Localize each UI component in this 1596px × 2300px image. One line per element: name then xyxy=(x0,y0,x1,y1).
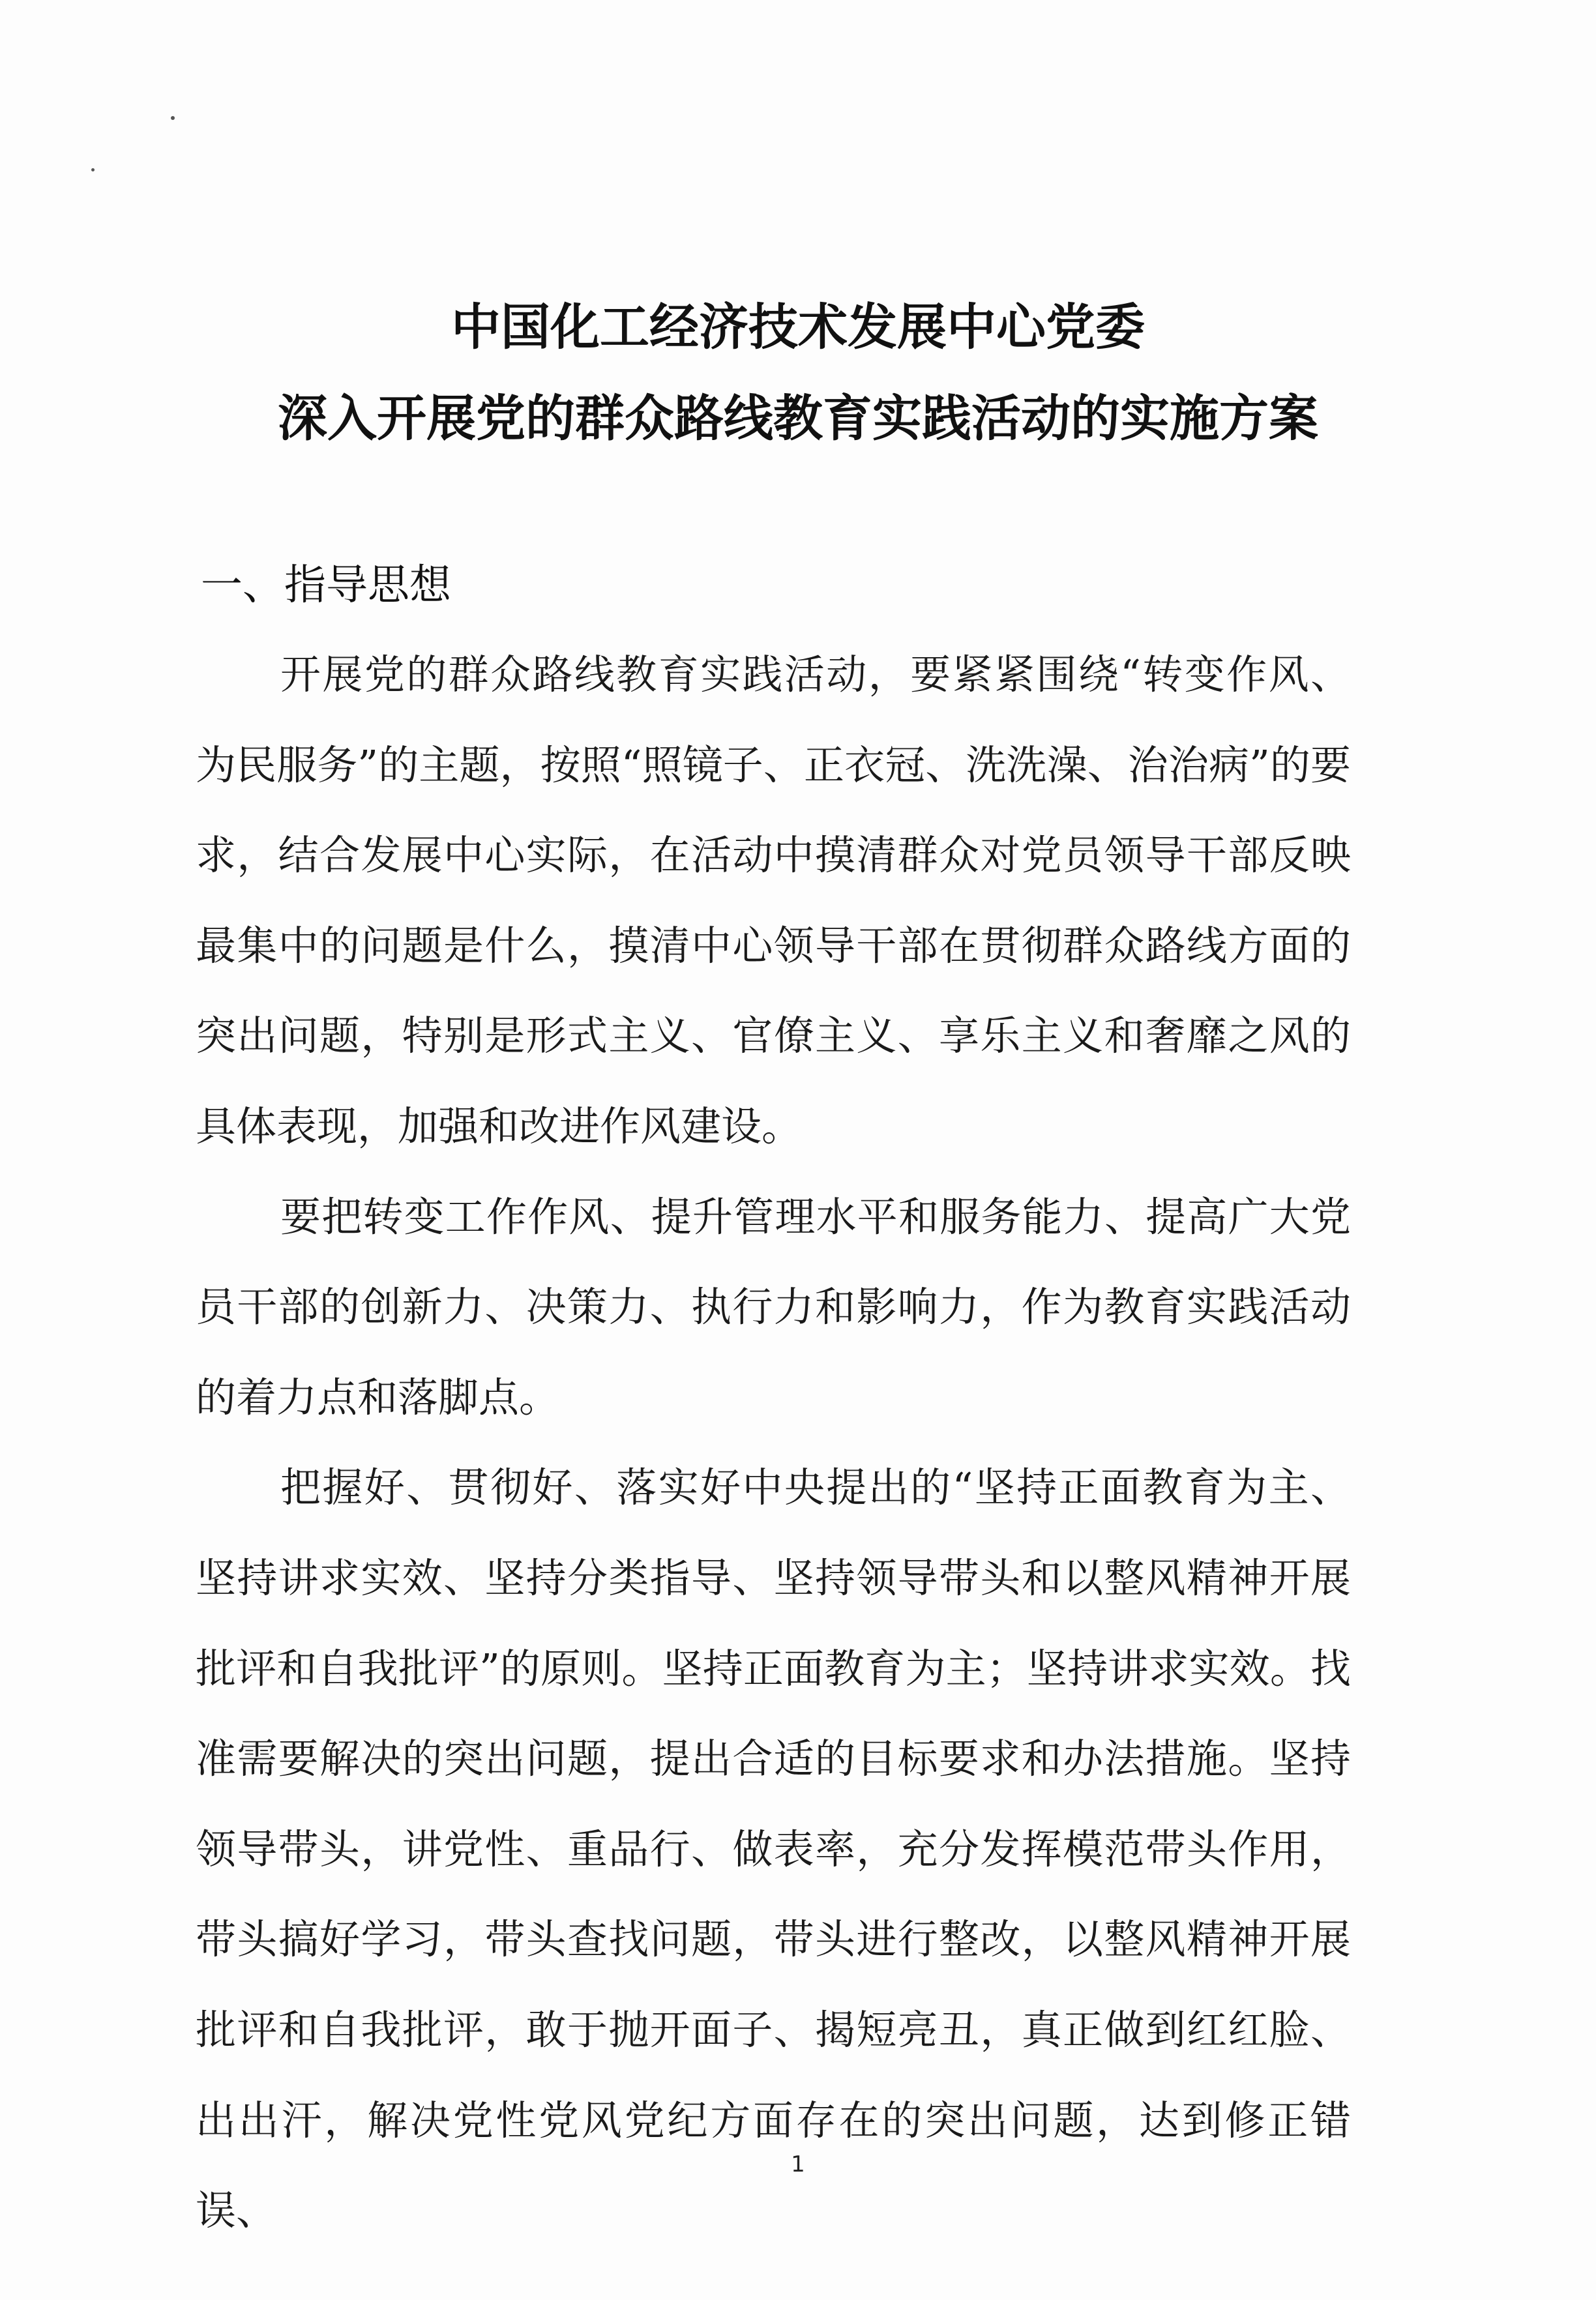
title-line-2: 深入开展党的群众路线教育实践活动的实施方案 xyxy=(278,389,1318,447)
page-number: 1 xyxy=(791,2151,805,2177)
paragraph: 要把转变工作作风、提升管理水平和服务能力、提高广大党员干部的创新力、决策力、执行力和影响力，作为教育实践活动的着力点和落脚点。 xyxy=(196,1192,1351,1421)
scan-speck xyxy=(171,116,175,120)
paragraph: 把握好、贯彻好、落实好中央提出的“坚持正面教育为主、坚持讲求实效、坚持分类指导、坚持领导带头和以整风精神开展批评和自我批评”的原则。坚持正面教育为主；坚持讲求实效。找准需要解决的突出问题，提出合适的目标要求和办法措施。坚持领导带头，讲党性、重品行、做表率，充分发挥模范带头作用，带头搞好学习，带头查找问题，带头进行整改，以整风精神开展批评和自我批评，敢于抛开面子、揭短亮丑，真正做到红红脸、出出汗，解决党性党风党纪方面存在的突出问题，达到修正错误、 xyxy=(196,1464,1351,2235)
document-body xyxy=(196,630,1351,2256)
paragraph: 开展党的群众路线教育实践活动，要紧紧围绕“转变作风、为民服务”的主题，按照“照镜子、正衣冠、洗洗澡、治治病”的要求，结合发展中心实际，在活动中摸清群众对党员领导干部反映最集中的问题是什么，摸清中心领导干部在贯彻群众路线方面的突出问题，特别是形式主义、官僚主义、享乐主义和奢靡之风的具体表现，加强和改进作风建设。 xyxy=(196,651,1351,1150)
document-title xyxy=(0,282,1596,464)
section-heading: 一、指导思想 xyxy=(201,561,451,610)
title-line-1: 中国化工经济技术发展中心党委 xyxy=(451,298,1145,356)
scan-speck xyxy=(91,168,95,171)
